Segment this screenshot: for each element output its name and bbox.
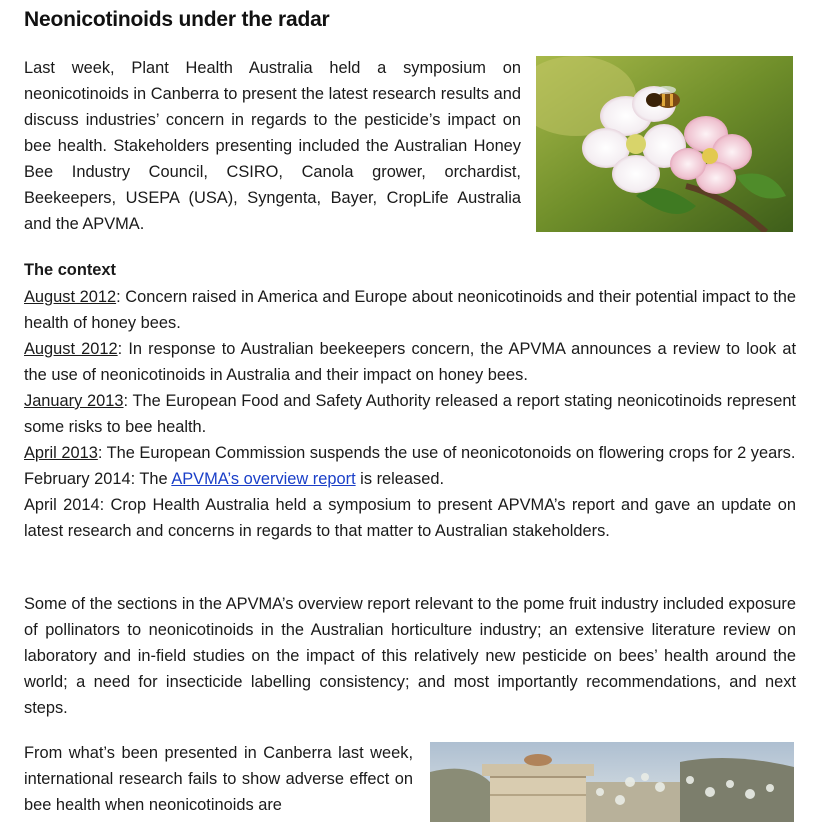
timeline-entry-apr-2014: April 2014: Crop Health Australia held a symposium to present APVMA’s report and gave an update on latest research and concerns in regards to that matter to Australian stakeholders. bbox=[24, 496, 796, 540]
timeline-text: February 2014: The bbox=[24, 470, 172, 488]
timeline-text: : The European Commission suspends the use of neonicotonoids on flowering crops for 2 years. bbox=[97, 444, 796, 462]
presented-paragraph: From what’s been presented in Canberra last week, international research fails to show adverse effect on bee health when neonicotinoids are bbox=[24, 744, 413, 814]
timeline-date: April 2013 bbox=[24, 444, 98, 462]
context-heading: The context bbox=[24, 261, 116, 279]
apvma-overview-report-link[interactable]: APVMA’s overview report bbox=[171, 470, 356, 488]
timeline-date: August 2012 bbox=[24, 288, 117, 306]
timeline-text: is released. bbox=[355, 470, 444, 488]
article-title: Neonicotinoids under the radar bbox=[24, 8, 330, 31]
bee-on-blossom-image bbox=[536, 56, 793, 232]
timeline bbox=[24, 284, 796, 544]
timeline-text: : Concern raised in America and Europe about neonicotinoids and their potential impact to the health of honey bees. bbox=[24, 288, 797, 332]
timeline-entry-feb-2014 bbox=[24, 466, 796, 492]
intro-paragraph: Last week, Plant Health Australia held a symposium on neonicotinoids in Canberra to present the latest research results and discuss industries’ concern in regards to the pesticide’s impact on bee health. Stakeholders presenting included the Australian Honey Bee Industry Council, CSIRO, Canola grower, orchardist, Beekeepers, USEPA (USA), Syngenta, Bayer, CropLife Australia and the APVMA. bbox=[24, 59, 521, 233]
timeline-date: January 2013 bbox=[24, 392, 124, 410]
timeline-entry bbox=[24, 388, 796, 440]
timeline-entry bbox=[24, 336, 796, 388]
timeline-text: : In response to Australian beekeepers concern, the APVMA announces a review to look at the use of neonicotinoids in Australia and their impact on honey bees. bbox=[24, 340, 796, 384]
timeline-entry bbox=[24, 284, 796, 336]
beehive-image bbox=[430, 742, 794, 822]
timeline-text: : The European Food and Safety Authority released a report stating neonicotinoids represent some risks to bee health. bbox=[24, 392, 796, 436]
timeline-entry bbox=[24, 440, 796, 466]
timeline-date: August 2012 bbox=[24, 340, 118, 358]
sections-paragraph: Some of the sections in the APVMA’s overview report relevant to the pome fruit industry included exposure of pollinators to neonicotinoids in the Australian horticulture industry; an extensive literature review on laboratory and in-field studies on the impact of this relatively new pesticide on bees’ health around the world; a need for insecticide labelling consistency; and most importantly recommendations, and next steps. bbox=[24, 595, 796, 717]
